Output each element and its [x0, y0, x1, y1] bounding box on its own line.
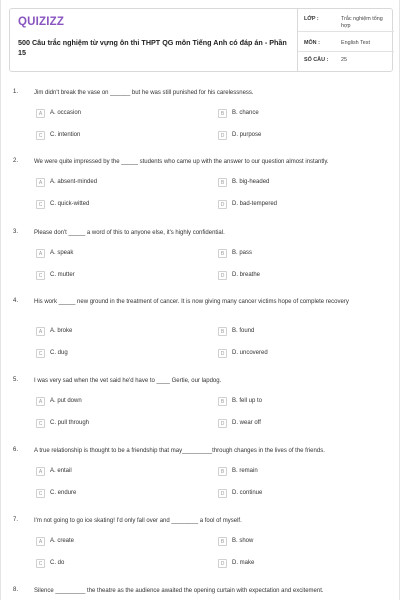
option-text: A. occasion — [50, 110, 82, 116]
option-text: A. broke — [50, 328, 73, 334]
option-letter: B — [218, 397, 227, 406]
option-letter: C — [36, 131, 45, 140]
option-letter: B — [218, 109, 227, 118]
question-number: 3. — [13, 229, 19, 235]
option-text: D. bad-tempered — [232, 201, 278, 207]
question-number: 7. — [13, 517, 19, 523]
question-text: A true relationship is thought to be a friendship that may_________through changes in the lives of the friends. — [34, 448, 325, 454]
option-text: D. uncovered — [232, 350, 268, 356]
option-text: C. dug — [50, 350, 68, 356]
option-text: B. fell up to — [232, 398, 263, 404]
question-text: Jim didn't break the vase on ______ but he was still punished for his carelessness. — [34, 90, 254, 96]
option-text: B. chance — [232, 110, 259, 116]
question-text: His work _____ new ground in the treatment of cancer. It is now giving many cancer victims hope of complete recovery — [34, 299, 349, 305]
option-letter: A — [36, 397, 45, 406]
option-text: D. breathe — [232, 272, 261, 278]
worksheet-title: 500 Câu trắc nghiệm từ vựng ôn thi THPT QG môn Tiếng Anh có đáp án - Phần 15 — [18, 38, 287, 57]
meta-divider — [298, 31, 394, 32]
option-letter: C — [36, 489, 45, 498]
question-number: 2. — [13, 158, 19, 164]
option-text: A. put down — [50, 398, 82, 404]
question-text: We were quite impressed by the _____ students who came up with the answer to our question almost instantly. — [34, 159, 329, 165]
option-letter: D — [218, 489, 227, 498]
option-text: D. make — [232, 560, 255, 566]
option-letter: D — [218, 559, 227, 568]
option-letter: A — [36, 178, 45, 187]
option-letter: C — [36, 419, 45, 428]
meta-class-label: LỚP : — [304, 16, 319, 22]
option-text: A. entail — [50, 468, 72, 474]
question-number: 4. — [13, 298, 19, 304]
option-letter: B — [218, 467, 227, 476]
option-text: A. absent-minded — [50, 179, 98, 185]
option-text: C. mutter — [50, 272, 75, 278]
option-letter: C — [36, 349, 45, 358]
option-letter: A — [36, 467, 45, 476]
question-number: 1. — [13, 89, 19, 95]
option-text: D. continue — [232, 490, 263, 496]
option-letter: A — [36, 109, 45, 118]
option-letter: D — [218, 271, 227, 280]
option-letter: C — [36, 271, 45, 280]
option-text: B. pass — [232, 250, 253, 256]
option-letter: B — [218, 537, 227, 546]
option-letter: D — [218, 131, 227, 140]
option-letter: A — [36, 249, 45, 258]
option-text: D. wear off — [232, 420, 261, 426]
meta-count-label: SỐ CÂU : — [304, 57, 329, 63]
option-letter: D — [218, 419, 227, 428]
quizizz-logo: QUIZIZZ — [18, 16, 65, 28]
meta-divider — [298, 51, 394, 52]
question-text: Please don't _____ a word of this to anyone else, it's highly confidential. — [34, 230, 225, 236]
meta-class-value: Trắc nghiệm tổng hợp — [341, 16, 383, 29]
option-text: C. endure — [50, 490, 77, 496]
option-text: C. intention — [50, 132, 81, 138]
option-text: D. purpose — [232, 132, 262, 138]
option-text: B. remain — [232, 468, 258, 474]
question-text: Silence _________ the theatre as the audience awaited the opening curtain with expectation and excitement. — [34, 588, 324, 594]
option-letter: C — [36, 200, 45, 209]
question-number: 6. — [13, 447, 19, 453]
option-text: C. do — [50, 560, 65, 566]
option-letter: B — [218, 249, 227, 258]
option-text: C. quick-witted — [50, 201, 90, 207]
option-letter: A — [36, 327, 45, 336]
option-letter: B — [218, 178, 227, 187]
option-text: A. speak — [50, 250, 74, 256]
option-letter: D — [218, 349, 227, 358]
question-number: 8. — [13, 587, 19, 593]
option-letter: D — [218, 200, 227, 209]
question-text: I was very sad when the vet said he'd have to ____ Gertie, our lapdog. — [34, 378, 222, 384]
option-letter: C — [36, 559, 45, 568]
option-text: C. pull through — [50, 420, 90, 426]
worksheet-header — [9, 8, 393, 72]
question-text: I'm not going to go ice skating! I'd only fall over and ________ a fool of myself. — [34, 518, 242, 524]
meta-subject-label: MÔN : — [304, 40, 320, 46]
meta-subject-value: English Test — [341, 40, 370, 46]
meta-count-value: 25 — [341, 57, 347, 63]
option-text: B. found — [232, 328, 255, 334]
option-text: B. show — [232, 538, 254, 544]
option-text: B. big-headed — [232, 179, 270, 185]
worksheet-meta — [297, 9, 393, 71]
question-number: 5. — [13, 377, 19, 383]
option-letter: B — [218, 327, 227, 336]
option-text: A. create — [50, 538, 75, 544]
option-letter: A — [36, 537, 45, 546]
